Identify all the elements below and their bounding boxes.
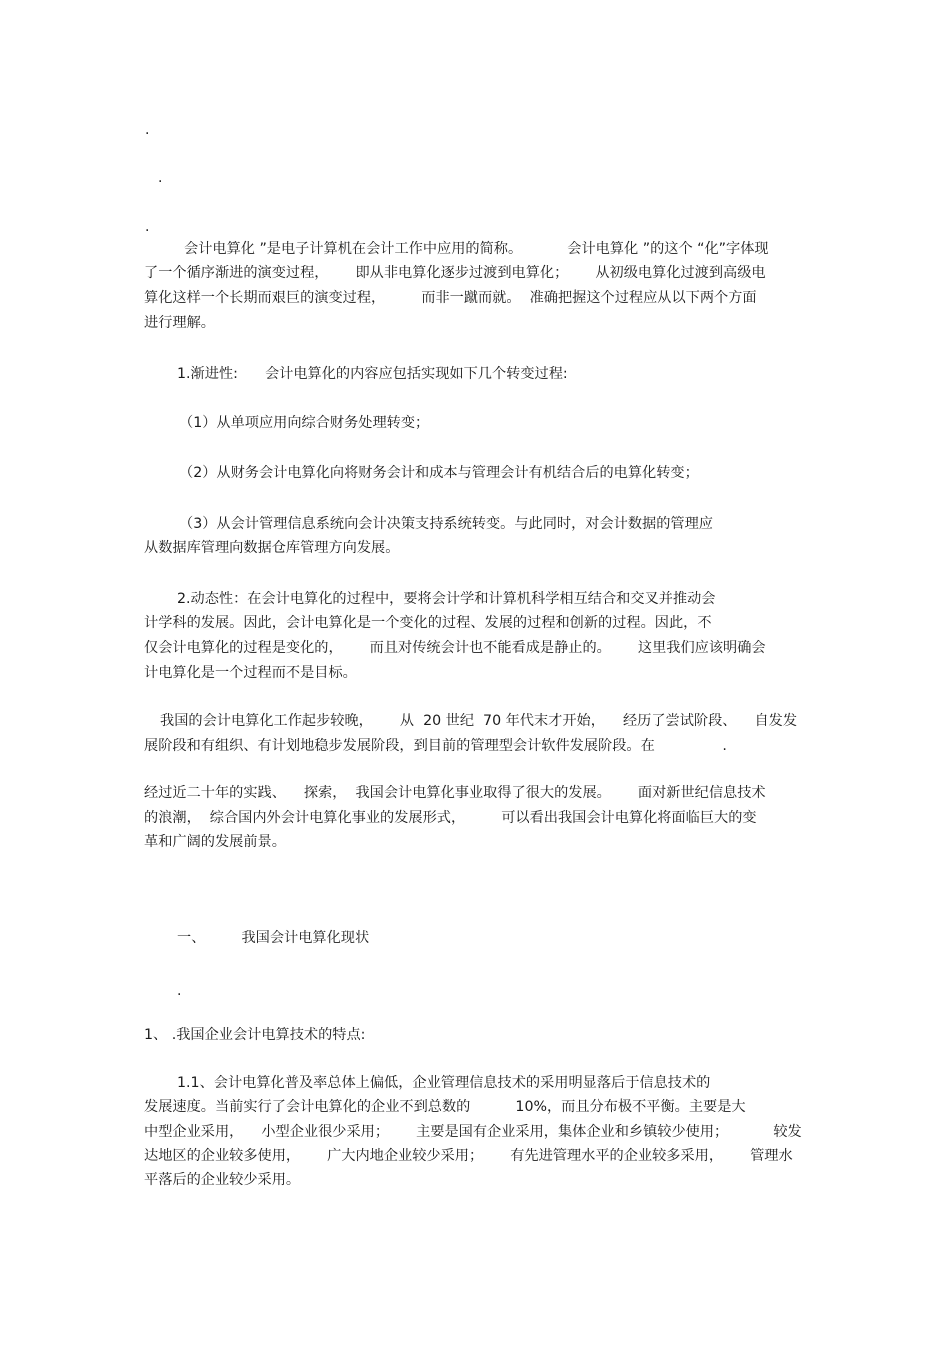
practice-line-1: 经过近二十年的实践、 探索， 我国会计电算化事业取得了很大的发展。 面对新世纪信息技术 xyxy=(144,785,766,801)
dynamic-line-1: 2.动态性：在会计电算化的过程中，要将会计学和计算机科学相互结合和交叉并推动会 xyxy=(177,591,716,607)
stray-dot-3: . xyxy=(145,219,150,235)
section-subheading: 1、 .我国企业会计电算技术的特点: xyxy=(144,1027,366,1043)
gradual-item-3-line-1: （3）从会计管理信息系统向会计决策支持系统转变。与此同时，对会计数据的管理应 xyxy=(179,516,713,532)
gradual-heading: 1.渐进性: 会计电算化的内容应包括实现如下几个转变过程: xyxy=(177,366,568,382)
practice-line-2: 的浪潮， 综合国内外会计电算化事业的发展形式， 可以看出我国会计电算化将面临巨大的变 xyxy=(144,810,757,826)
stray-dot-2: . xyxy=(158,170,163,186)
point-line-1: 1.1、会计电算化普及率总体上偏低，企业管理信息技术的采用明显落后于信息技术的 xyxy=(177,1075,711,1091)
gradual-item-1: （1）从单项应用向综合财务处理转变； xyxy=(179,415,430,431)
intro-line-3: 算化这样一个长期而艰巨的演变过程， 而非一蹴而就。 准确把握这个过程应从以下两个方面 xyxy=(144,290,757,306)
intro-line-1: 会计电算化 ”是电子计算机在会计工作中应用的简称。 会计电算化 ”的这个 “化”字体现 xyxy=(184,241,769,257)
intro-line-2: 了一个循序渐进的演变过程， 即从非电算化逐步过渡到电算化； 从初级电算化过渡到高级电 xyxy=(144,265,766,281)
point-line-2: 发展速度。当前实行了会计电算化的企业不到总数的 10%，而且分布极不平衡。主要是大 xyxy=(144,1099,746,1115)
gradual-item-2: （2）从财务会计电算化向将财务会计和成本与管理会计有机结合后的电算化转变； xyxy=(179,465,699,481)
history-line-1: 我国的会计电算化工作起步较晚， 从 20 世纪 70 年代末才开始， 经历了尝试阶段、 自发发 xyxy=(160,713,798,729)
history-line-2: 展阶段和有组织、有计划地稳步发展阶段，到目前的管理型会计软件发展阶段。在 . xyxy=(144,738,727,754)
dynamic-line-3: 仅会计电算化的过程是变化的， 而且对传统会计也不能看成是静止的。 这里我们应该明确会 xyxy=(144,640,766,656)
dynamic-line-4: 计电算化是一个过程而不是目标。 xyxy=(144,665,357,681)
section-heading: 一、 我国会计电算化现状 xyxy=(177,930,370,946)
dynamic-line-2: 计学科的发展。因此，会计电算化是一个变化的过程、发展的过程和创新的过程。因此，不 xyxy=(144,615,712,631)
point-line-4: 达地区的企业较多使用， 广大内地企业较少采用； 有先进管理水平的企业较多采用， 管理水 xyxy=(144,1148,793,1164)
stray-dot-4: . xyxy=(177,983,182,999)
practice-line-3: 革和广阔的发展前景。 xyxy=(144,834,286,850)
gradual-item-3-line-2: 从数据库管理向数据仓库管理方向发展。 xyxy=(144,540,400,556)
stray-dot-1: . xyxy=(145,122,150,138)
point-line-5: 平落后的企业较少采用。 xyxy=(144,1172,301,1188)
point-line-3: 中型企业采用， 小型企业很少采用； 主要是国有企业采用，集体企业和乡镇较少使用； 较发 xyxy=(144,1124,802,1140)
intro-line-4: 进行理解。 xyxy=(144,315,215,331)
